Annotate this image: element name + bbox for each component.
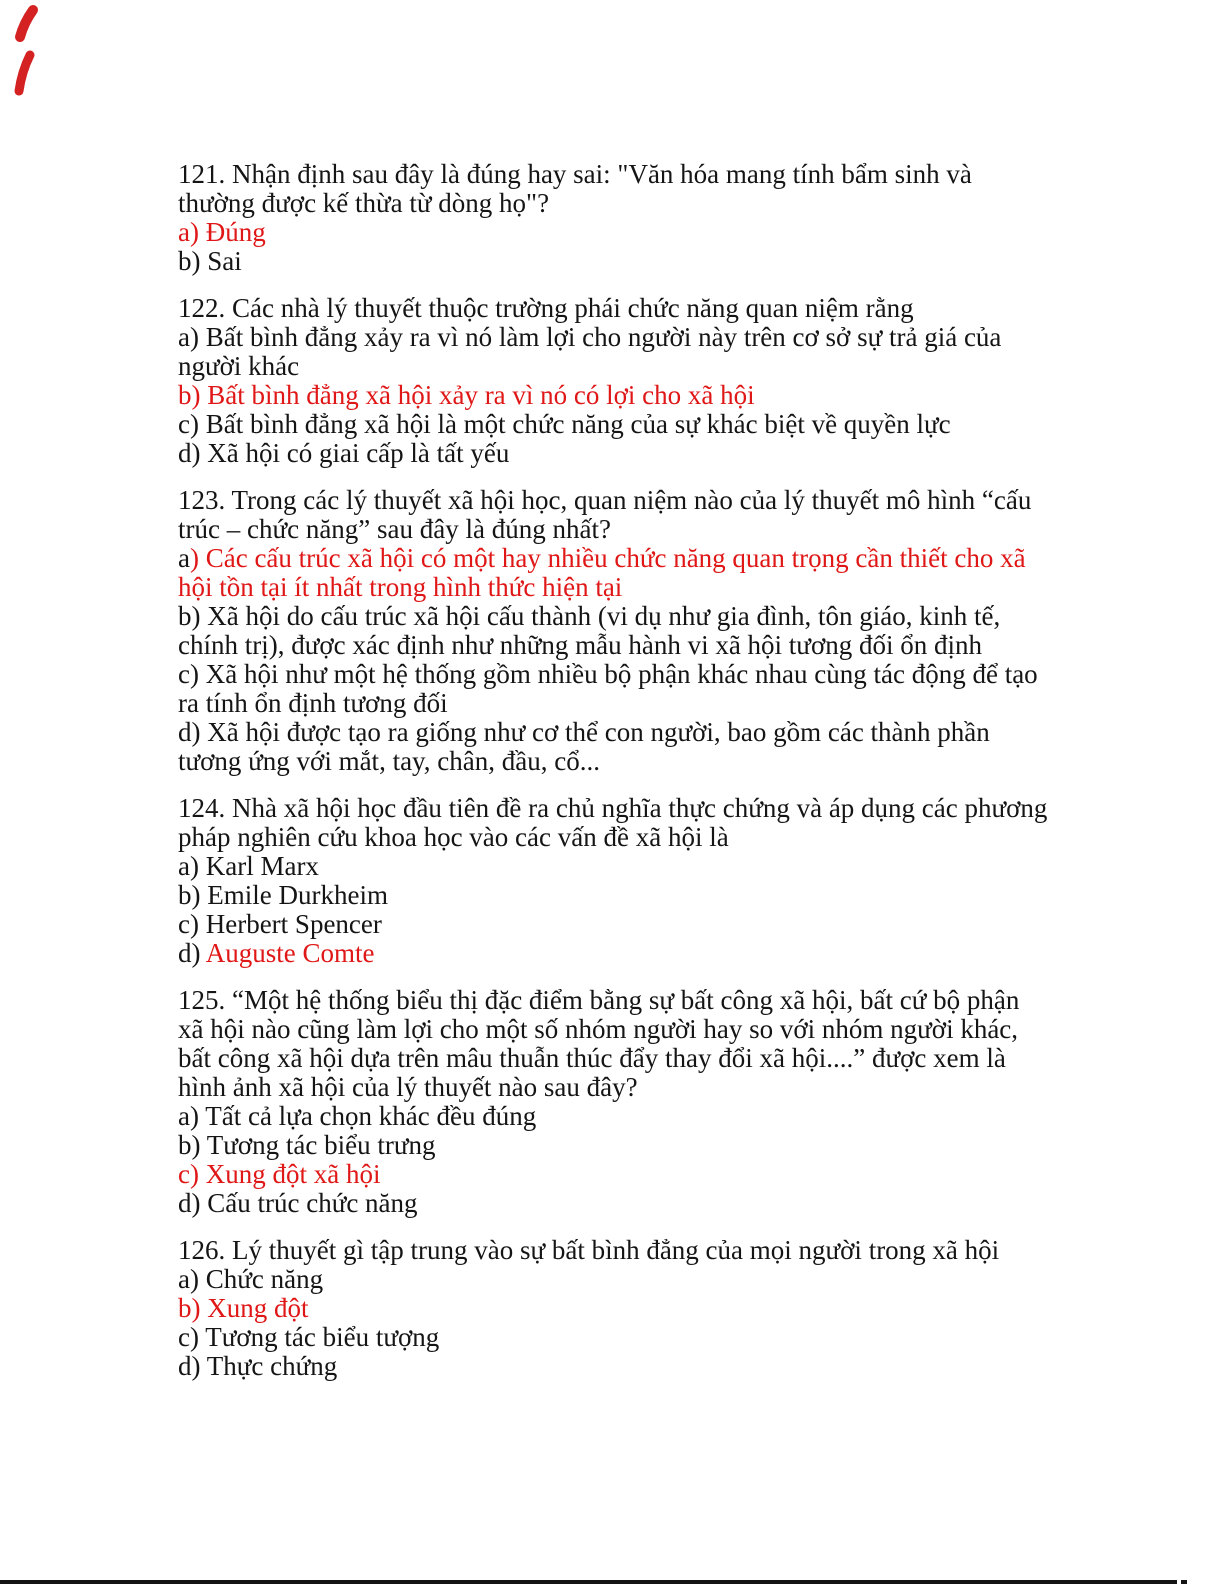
answer-options — [178, 852, 1050, 968]
answer-option — [178, 1265, 1050, 1294]
page-bottom-rule-dash — [1181, 1580, 1187, 1584]
question-block-126 — [178, 1236, 1050, 1381]
answer-options — [178, 544, 1050, 776]
red-pen-marks-icon — [0, 0, 60, 110]
question-block-122 — [178, 294, 1050, 468]
answer-text: b) Tương tác biểu trưng — [178, 1130, 436, 1160]
answer-options — [178, 323, 1050, 468]
answer-option — [178, 718, 1050, 776]
answer-text: a) Tất cả lựa chọn khác đều đúng — [178, 1101, 537, 1131]
answer-option — [178, 381, 1050, 410]
answer-text: d) Xã hội có giai cấp là tất yếu — [178, 438, 510, 468]
highlighted-answer-text: a) Đúng — [178, 217, 266, 247]
answer-option — [178, 410, 1050, 439]
highlighted-answer-text: c) Xung đột xã hội — [178, 1159, 381, 1189]
answer-option — [178, 1160, 1050, 1189]
highlighted-answer-text: ) Các cấu trúc xã hội có một hay nhiều chức năng quan trọng cần thiết cho xã hội tồn tại ít nhất trong hình thức hiện tại — [178, 543, 1026, 602]
answer-options — [178, 1102, 1050, 1218]
question-block-123 — [178, 486, 1050, 776]
answer-option — [178, 1189, 1050, 1218]
answer-option — [178, 1294, 1050, 1323]
highlighted-answer-text: b) Xung đột — [178, 1293, 309, 1323]
question-text: 122. Các nhà lý thuyết thuộc trường phái chức năng quan niệm rằng — [178, 293, 914, 323]
answer-option — [178, 910, 1050, 939]
answer-option — [178, 660, 1050, 718]
answer-text: c) Xã hội như một hệ thống gồm nhiều bộ phận khác nhau cùng tác động để tạo ra tính ổn định tương đối — [178, 659, 1038, 718]
answer-option — [178, 1352, 1050, 1381]
page-bottom-rule — [0, 1580, 1177, 1584]
answer-text: c) Tương tác biểu tượng — [178, 1322, 440, 1352]
question-block-125 — [178, 986, 1050, 1218]
quiz-question-list — [178, 160, 1050, 1399]
answer-text: d) Xã hội được tạo ra giống như cơ thể con người, bao gồm các thành phần tương ứng với mắt, tay, chân, đầu, cổ... — [178, 717, 990, 776]
answer-option — [178, 323, 1050, 381]
answer-text: d) Thực chứng — [178, 1351, 338, 1381]
question-block-124 — [178, 794, 1050, 968]
answer-options — [178, 1265, 1050, 1381]
answer-text: a) Bất bình đẳng xảy ra vì nó làm lợi cho người này trên cơ sở sự trả giá của người khác — [178, 322, 1002, 381]
answer-option — [178, 218, 1050, 247]
answer-text: d) — [178, 938, 206, 968]
answer-option — [178, 247, 1050, 276]
answer-option — [178, 1102, 1050, 1131]
answer-text: b) Sai — [178, 246, 242, 276]
answer-text: a) Karl Marx — [178, 851, 319, 881]
answer-text: d) Cấu trúc chức năng — [178, 1188, 418, 1218]
answer-option — [178, 852, 1050, 881]
answer-option — [178, 1323, 1050, 1352]
answer-options — [178, 218, 1050, 276]
answer-text: b) Xã hội do cấu trúc xã hội cấu thành (vi dụ như gia đình, tôn giáo, kinh tế, chính trị), được xác định như những mẫu hành vi xã hội tương đối ổn định — [178, 601, 1001, 660]
highlighted-answer-text: b) Bất bình đẳng xã hội xảy ra vì nó có lợi cho xã hội — [178, 380, 755, 410]
answer-option — [178, 544, 1050, 602]
answer-option — [178, 439, 1050, 468]
answer-text: c) Herbert Spencer — [178, 909, 382, 939]
question-text: 123. Trong các lý thuyết xã hội học, quan niệm nào của lý thuyết mô hình “cấu trúc – chức năng” sau đây là đúng nhất? — [178, 485, 1032, 544]
question-block-121 — [178, 160, 1050, 276]
answer-option — [178, 1131, 1050, 1160]
highlighted-answer-text: Auguste Comte — [205, 938, 375, 968]
answer-option — [178, 602, 1050, 660]
answer-text: a — [178, 543, 190, 573]
answer-option — [178, 881, 1050, 910]
answer-text: c) Bất bình đẳng xã hội là một chức năng của sự khác biệt về quyền lực — [178, 409, 951, 439]
answer-option — [178, 939, 1050, 968]
answer-text: b) Emile Durkheim — [178, 880, 388, 910]
question-text: 121. Nhận định sau đây là đúng hay sai: "Văn hóa mang tính bẩm sinh và thường được kế thừa từ dòng họ"? — [178, 159, 972, 218]
question-text: 125. “Một hệ thống biểu thị đặc điểm bằng sự bất công xã hội, bất cứ bộ phận xã hội nào cũng làm lợi cho một số nhóm người hay so với nhóm người khác, bất công xã hội dựa trên mâu thuẫn thúc đẩy thay đổi xã hội....” được xem là hình ảnh xã hội của lý thuyết nào sau đây? — [178, 985, 1020, 1102]
question-text: 126. Lý thuyết gì tập trung vào sự bất bình đẳng của mọi người trong xã hội — [178, 1235, 1000, 1265]
question-text: 124. Nhà xã hội học đầu tiên đề ra chủ nghĩa thực chứng và áp dụng các phương pháp nghiên cứu khoa học vào các vấn đề xã hội là — [178, 793, 1048, 852]
answer-text: a) Chức năng — [178, 1264, 324, 1294]
